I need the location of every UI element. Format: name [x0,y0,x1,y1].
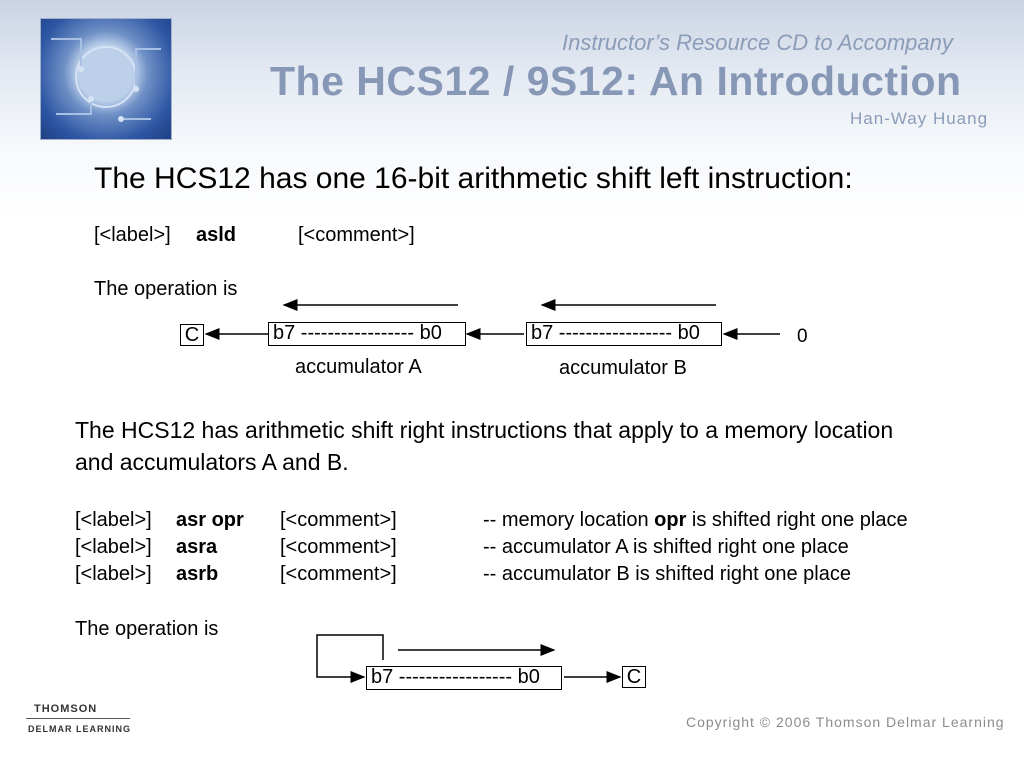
publisher-imprint: DELMAR LEARNING [28,724,131,734]
header-title: The HCS12 / 9S12: An Introduction [270,58,962,104]
asld-mnemonic: asld [196,224,237,246]
asr-paragraph-line2: and accumulators A and B. [75,449,349,475]
circuit-globe-icon [41,19,171,139]
asr-carry-box: C [622,666,646,688]
asr-row-description: -- memory location opr is shifted right one place [483,509,908,531]
asld-accumulator-b-box: b7 ----------------- b0 [526,322,722,346]
asrb-row-label: [<label>] [75,563,152,585]
asld-comment: [<comment>] [298,224,415,246]
footer-copyright: Copyright © 2006 Thomson Delmar Learning [686,714,1005,730]
asld-heading: The HCS12 has one 16-bit arithmetic shift left instruction: [94,162,853,195]
asld-caption-a: accumulator A [295,356,422,378]
asra-row-comment: [<comment>] [280,536,397,558]
asld-operation-text: The operation is [94,278,238,300]
asr-operation-text: The operation is [75,618,219,640]
asr-register-box: b7 ----------------- b0 [366,666,562,690]
asld-fill-zero: 0 [797,326,808,347]
asra-row-mnemonic: asra [176,536,218,558]
asld-carry-box: C [180,324,204,346]
asr-row-mnemonic: asr opr [176,509,244,531]
asr-paragraph-line1: The HCS12 has arithmetic shift right instructions that apply to a memory location [75,417,894,443]
publisher-divider [26,718,130,719]
book-cover-logo [40,18,172,140]
publisher-name: THOMSON [34,703,98,715]
asra-row-label: [<label>] [75,536,152,558]
asrb-row-mnemonic: asrb [176,563,219,585]
asld-label: [<label>] [94,224,171,246]
asld-diagram-arrows [0,290,1024,360]
asrb-row-description: -- accumulator B is shifted right one place [483,563,851,585]
asra-row-description: -- accumulator A is shifted right one place [483,536,849,558]
asr-row-comment: [<comment>] [280,509,397,531]
asr-row-label: [<label>] [75,509,152,531]
header-author: Han-Way Huang [850,109,989,128]
asrb-row-comment: [<comment>] [280,563,397,585]
header-subtitle: Instructor’s Resource CD to Accompany [562,30,953,55]
asld-accumulator-a-box: b7 ----------------- b0 [268,322,466,346]
asld-caption-b: accumulator B [559,357,687,379]
